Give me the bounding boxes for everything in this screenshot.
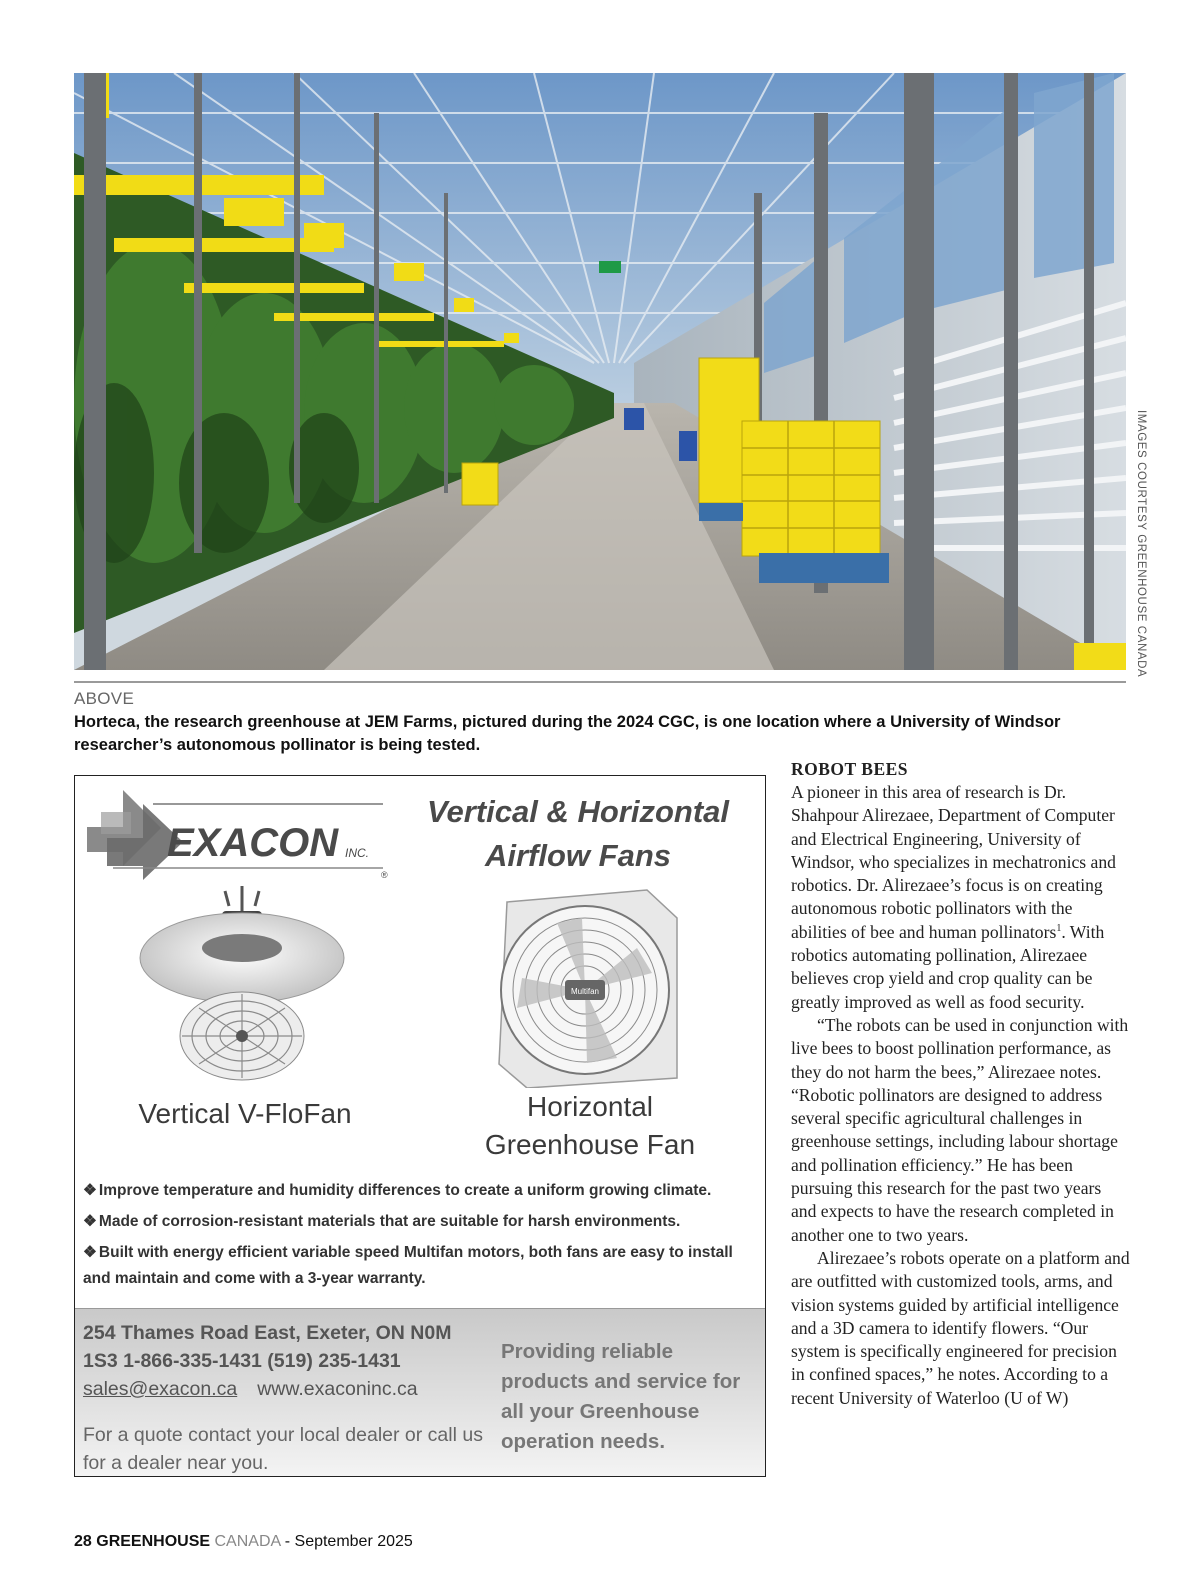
contact-block [83,1319,483,1403]
footnote-marker: 1 [1056,922,1062,934]
vertical-fan-label: Vertical V-FloFan [138,1098,352,1129]
paragraph-text: . With robotics automating pollination, Alirezaee believes crop yield and crop quality can be greatly improved as well as food security. [791,921,1105,1012]
photo-credit [1131,410,1151,678]
article-paragraph [791,781,1131,1014]
article-paragraph: Alirezaee’s robots operate on a platform and are outfitted with customized tools, arms, and vision systems guided by artificial intelligence and a 3D camera to identify flowers. “Our system is specifically engineered for precision in confined spaces,” he notes. According to a recent University of Waterloo (U of W) [791,1247,1130,1408]
article-paragraph: “The robots can be used in conjunction with live bees to boost pollination performance, as they do not harm the bees,” Alirezaee notes. “Robotic pollinators are designed to address several specific agricultural challenges in greenhouse settings, including labour shortage and pollination efficiency.” He has been pursuing this research for the past two years and expects to have the research completed in another one to two years. [791,1014,1129,1245]
ad-headline-line2: Airflow Fans [484,838,671,873]
logo-wordmark: EXACON [167,821,339,865]
article-column [791,758,1131,1410]
website-link[interactable]: www.exaconinc.ca [257,1378,418,1400]
feature-list [83,1178,759,1297]
horizontal-fan-label [467,1088,713,1164]
page-footer [74,1533,413,1551]
feature-text: Built with energy efficient variable speed Multifan motors, both fans are easy to install and maintain and come with a 3-year warranty. [83,1244,733,1287]
footer-separator: - [280,1533,295,1550]
logo-registered: ® [381,870,388,880]
email-link[interactable]: sales@exacon.ca [83,1378,238,1400]
caption-label: ABOVE [74,689,135,708]
contact-links [83,1375,483,1403]
magazine-name: GREENHOUSE [96,1533,211,1550]
ad-headline-line1: Vertical & Horizontal [426,794,730,829]
quote-note: For a quote contact your local dealer or call us for a dealer near you. [83,1424,483,1474]
horizontal-fan-image [487,888,687,1088]
greenhouse-photo [74,73,1126,670]
feature-text: Improve temperature and humidity differences to create a uniform growing climate. [98,1182,712,1199]
page-number: 28 [74,1533,92,1550]
feature-text: Made of corrosion-resistant materials that are suitable for harsh environments. [98,1213,681,1230]
logo-suffix: INC. [345,846,369,860]
section-heading: ROBOT BEES [791,759,909,779]
photo-credit-text: IMAGES COURTESY GREENHOUSE CANADA [1135,410,1147,678]
feature-item [83,1209,759,1235]
feature-item [83,1178,759,1204]
exacon-advertisement[interactable] [74,775,766,1477]
ad-headline [405,790,751,878]
address-line2: 1S3 1-866-335-1431 (519) 235-1431 [83,1350,401,1372]
exacon-logo [83,782,389,894]
caption-text: Horteca, the research greenhouse at JEM Farms, pictured during the 2024 CGC, is one location where a University of Windsor researcher’s autonomous pollinator is being tested. [74,713,1061,754]
bullet-diamond-icon: ❖ [83,1182,97,1199]
magazine-country: CANADA [214,1533,281,1550]
ad-tagline: Providing reliable products and service for all your Greenhouse operation needs. [501,1340,741,1453]
ad-contact-section [75,1308,765,1477]
vertical-fan-image [137,886,347,1082]
bullet-diamond-icon: ❖ [83,1244,97,1261]
fan-badge-text: Multifan [570,987,600,996]
address-line1: 254 Thames Road East, Exeter, ON N0M [83,1322,452,1344]
horizontal-fan-label-line1: Horizontal [526,1091,654,1122]
caption-rule [74,681,1126,683]
paragraph-text: A pioneer in this area of research is Dr. Shahpour Alirezaee, Department of Computer and Electrical Engineering, University of Windsor, who specializes in mechatronics and robotics. Dr. Alirezaee’s focus is on creating autonomous robotic pollinators with the abilities of bee and human pollinators [791,782,1116,942]
bullet-diamond-icon: ❖ [83,1213,97,1230]
ad-top-section [75,776,765,1308]
issue-date: September 2025 [294,1533,413,1550]
horizontal-fan-label-line2: Greenhouse Fan [484,1129,696,1160]
feature-item [83,1240,759,1292]
